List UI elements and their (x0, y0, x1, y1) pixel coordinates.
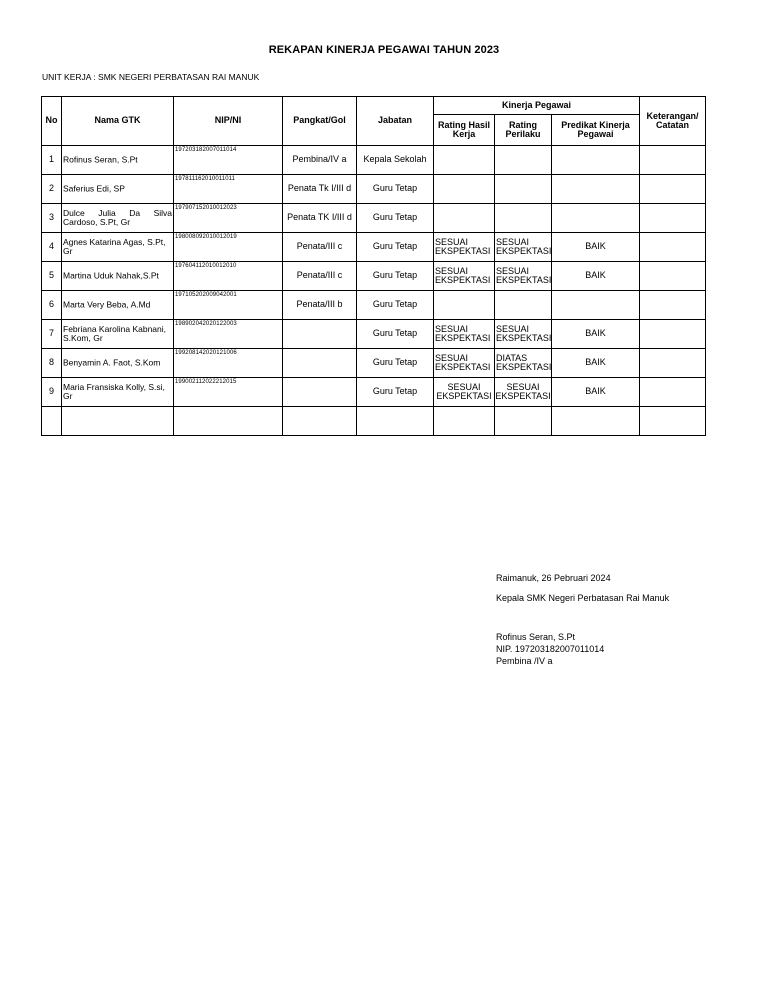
row-keterangan (640, 349, 706, 378)
row-keterangan (640, 175, 706, 204)
row-jabatan: Guru Tetap (357, 175, 434, 204)
row-predikat: BAIK (552, 262, 640, 291)
row-jabatan: Guru Tetap (357, 204, 434, 233)
row-pangkat: Penata/III c (283, 233, 357, 262)
row-rating-hasil (434, 291, 495, 320)
row-rating-hasil (434, 175, 495, 204)
row-jabatan: Guru Tetap (357, 233, 434, 262)
table-row (42, 378, 706, 407)
row-pangkat: Penata/III b (283, 291, 357, 320)
header-predikat: Predikat Kinerja Pegawai (552, 115, 640, 146)
row-keterangan (640, 291, 706, 320)
row-nama: Dulce Julia Da Silva Cardoso, S.Pt, Gr (63, 208, 172, 227)
row-pangkat: Penata Tk I/III d (283, 175, 357, 204)
table-row (42, 349, 706, 378)
row-rating-perilaku: DIATAS EKSPEKTASI (495, 349, 552, 378)
row-predikat: BAIK (552, 320, 640, 349)
row-pangkat (283, 378, 357, 407)
row-pangkat (283, 349, 357, 378)
table-row (42, 175, 706, 204)
row-keterangan (640, 262, 706, 291)
header-rating-perilaku: Rating Perilaku (495, 115, 552, 146)
signature-nip: NIP. 197203182007011014 (496, 644, 605, 654)
row-keterangan (640, 320, 706, 349)
row-nama: Maria Fransiska Kolly, S.si, Gr (63, 382, 165, 401)
row-rating-perilaku: SESUAI EKSPEKTASI (495, 233, 552, 262)
table-row (42, 204, 706, 233)
row-no: 4 (42, 233, 62, 262)
unit-kerja: UNIT KERJA : SMK NEGERI PERBATASAN RAI MANUK (42, 72, 260, 82)
row-rating-perilaku: SESUAI EKSPEKTASI (495, 320, 552, 349)
signature-rank: Pembina /IV a (496, 656, 553, 666)
row-rating-hasil (434, 204, 495, 233)
row-nip: 197203182007011014 (175, 147, 237, 153)
row-nama: Saferius Edi, SP (63, 183, 125, 194)
table-row (42, 320, 706, 349)
row-predikat (552, 146, 640, 175)
table-row-empty (42, 407, 706, 436)
row-nama: Rofinus Seran, S.Pt (63, 154, 138, 165)
header-kinerja: Kinerja Pegawai (434, 97, 640, 115)
row-predikat (552, 291, 640, 320)
row-rating-perilaku (495, 291, 552, 320)
table-row (42, 233, 706, 262)
row-rating-hasil: SESUAI EKSPEKTASI (434, 320, 495, 349)
row-keterangan (640, 204, 706, 233)
row-keterangan (640, 233, 706, 262)
row-no: 3 (42, 204, 62, 233)
performance-table (41, 96, 706, 436)
row-rating-hasil: SESUAI EKSPEKTASI (434, 233, 495, 262)
row-rating-perilaku (495, 204, 552, 233)
table-row (42, 262, 706, 291)
row-rating-hasil: SESUAI EKSPEKTASI (434, 262, 495, 291)
header-pangkat: Pangkat/Gol (283, 97, 357, 146)
row-jabatan: Guru Tetap (357, 378, 434, 407)
row-nip: 198902042020122003 (175, 321, 237, 327)
row-rating-hasil: SESUAI EKSPEKTASI (434, 349, 495, 378)
row-predikat: BAIK (552, 349, 640, 378)
row-no: 1 (42, 146, 62, 175)
row-pangkat (283, 320, 357, 349)
row-nip: 197811162010011011 (175, 176, 236, 182)
header-nama: Nama GTK (62, 97, 174, 146)
row-pangkat: Pembina/IV a (283, 146, 357, 175)
row-predikat (552, 175, 640, 204)
row-no: 7 (42, 320, 62, 349)
row-jabatan: Kepala Sekolah (357, 146, 434, 175)
row-rating-perilaku (495, 146, 552, 175)
header-no: No (42, 97, 62, 146)
row-rating-perilaku: SESUAI EKSPEKTASI (495, 378, 552, 407)
header-nip: NIP/NI (174, 97, 283, 146)
signature-position: Kepala SMK Negeri Perbatasan Rai Manuk (496, 593, 670, 603)
row-jabatan: Guru Tetap (357, 262, 434, 291)
row-nip: 197604112010012010 (175, 263, 237, 269)
row-nip: 197907152010012023 (175, 205, 237, 211)
header-jabatan: Jabatan (357, 97, 434, 146)
row-no: 8 (42, 349, 62, 378)
row-rating-hasil (434, 146, 495, 175)
signature-name: Rofinus Seran, S.Pt (496, 632, 576, 642)
table-row (42, 146, 706, 175)
row-nip: 198008092010012019 (175, 234, 237, 240)
row-predikat (552, 204, 640, 233)
row-no: 5 (42, 262, 62, 291)
row-nip: 199002112022212015 (175, 379, 237, 385)
row-nama: Benyamin A. Faot, S.Kom (63, 357, 161, 368)
row-keterangan (640, 146, 706, 175)
row-no: 6 (42, 291, 62, 320)
row-pangkat: Penata/III c (283, 262, 357, 291)
row-predikat: BAIK (552, 233, 640, 262)
row-pangkat: Penata TK I/III d (283, 204, 357, 233)
row-nama: Febriana Karolina Kabnani, S.Kom, Gr (63, 324, 167, 343)
row-rating-perilaku (495, 175, 552, 204)
row-nama: Agnes Katarina Agas, S.Pt, Gr (63, 237, 166, 256)
row-jabatan: Guru Tetap (357, 349, 434, 378)
row-no: 2 (42, 175, 62, 204)
document-title: REKAPAN KINERJA PEGAWAI TAHUN 2023 (268, 44, 500, 56)
row-jabatan: Guru Tetap (357, 291, 434, 320)
row-nip: 197105202009042001 (175, 292, 237, 298)
row-nama: Martina Uduk Nahak,S.Pt (63, 270, 159, 281)
row-predikat: BAIK (552, 378, 640, 407)
signature-place-date: Raimanuk, 26 Pebruari 2024 (496, 573, 611, 583)
row-nip: 199208142020121006 (175, 350, 237, 356)
row-keterangan (640, 378, 706, 407)
table-row (42, 291, 706, 320)
row-no: 9 (42, 378, 62, 407)
row-rating-hasil: SESUAI EKSPEKTASI (434, 378, 495, 407)
row-jabatan: Guru Tetap (357, 320, 434, 349)
row-rating-perilaku: SESUAI EKSPEKTASI (495, 262, 552, 291)
header-rating-hasil: Rating Hasil Kerja (434, 115, 495, 146)
header-keterangan: Keterangan/ Catatan (640, 97, 706, 146)
row-nama: Marta Very Beba, A.Md (63, 299, 151, 310)
